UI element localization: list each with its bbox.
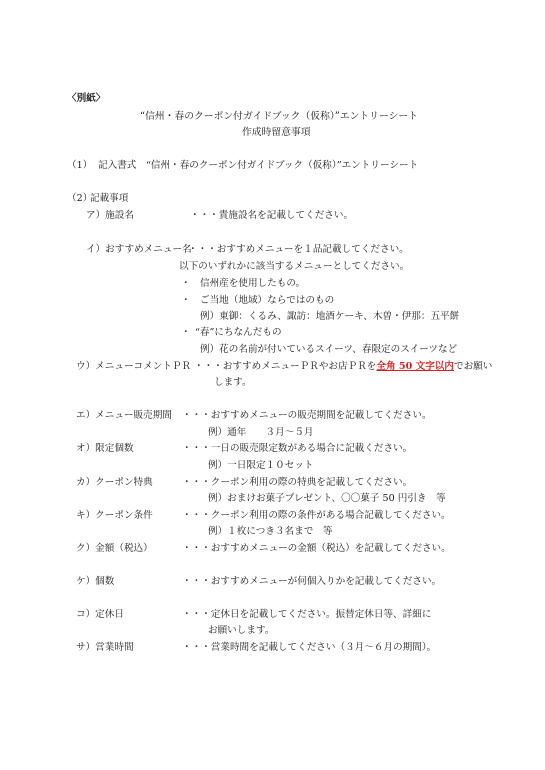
section-2-label: （2） — [67, 193, 93, 204]
item-ko-desc2: お願いします。 — [208, 625, 275, 636]
item-ko-label: コ）定休日 — [76, 609, 124, 620]
item-ka-example: 例）おまけお菓子プレゼント、〇〇菓子 50 円引き 等 — [208, 493, 446, 504]
item-ki-desc: ・・・クーポン利用の際の条件がある場合記載してください。 — [182, 510, 451, 521]
item-a-label: ア）施設名 — [86, 210, 134, 221]
item-i-bullet-2 — [181, 295, 334, 307]
item-e-label: エ）メニュー販売期間 — [76, 410, 172, 421]
item-i-example-1: 例）東御：くるみ、諏訪：地酒ケーキ、木曽・伊那：五平餅 — [200, 311, 460, 322]
section-2-title: 記載事項 — [90, 193, 129, 204]
item-i-label: イ）おすすめメニュー名 — [86, 244, 192, 255]
section-1-text: 記入書式 “信州・春のクーポン付ガイドブック（仮称）”エントリーシート — [98, 160, 419, 171]
item-o-label: オ）限定個数 — [76, 443, 134, 454]
item-o-desc: ・・・一日の販売限定数がある場合に記載ください。 — [182, 443, 413, 454]
item-ke-desc: ・・・おすすめメニューが何個入りかを記載してください。 — [182, 576, 442, 587]
bullet-text: “春”にちなんだもの — [195, 327, 282, 338]
item-ki-example: 例）１枚につき３名まで 等 — [208, 526, 333, 537]
item-i-example-2: 例）花の名前が付いているスイーツ、春限定のスイーツなど — [200, 344, 458, 355]
item-u-desc — [194, 361, 492, 373]
bullet-mark: ・ — [181, 278, 191, 289]
item-e-desc: ・・・おすすめメニューの販売期間を記載してください。 — [182, 410, 432, 421]
bullet-text: ご当地（地域）ならではのもの — [200, 295, 335, 306]
item-ko-desc: ・・・定休日を記載してください。振替定休日等、詳細に — [182, 609, 432, 620]
document-title: “信州・春のクーポン付ガイドブック（仮称）”エントリーシート — [140, 111, 418, 122]
item-ka-label: カ）クーポン特典 — [76, 477, 153, 488]
item-u-desc2: します。 — [214, 377, 252, 388]
document-subtitle: 作成時留意事項 — [242, 127, 311, 138]
item-ku-label: ク）金額（税込） — [76, 543, 153, 554]
item-sa-label: サ）営業時間 — [76, 642, 134, 653]
item-i-desc: ・・・おすすめメニューを１品記載してください。 — [188, 244, 409, 255]
item-u-desc-highlight: 全角 50 文字以内 — [376, 361, 454, 372]
item-u-label: ウ）メニューコメントＰＲ — [76, 361, 192, 372]
item-u-desc-pre: ・・・おすすめメニューＰＲやお店ＰＲを — [194, 361, 377, 372]
item-i-bullet-3 — [181, 327, 282, 339]
item-ku-desc: ・・・おすすめメニューの金額（税込）を記載してください。 — [182, 543, 451, 554]
item-a-desc: ・・・貴施設名を記載してください。 — [190, 210, 354, 221]
item-u-desc-post: でお願い — [453, 361, 493, 372]
item-sa-desc: ・・・営業時間を記載してください（３月～６月の期間）。 — [182, 642, 437, 653]
item-ka-desc: ・・・クーポン利用の際の特典を記載してください。 — [182, 477, 413, 488]
bullet-text: 信州産を使用したもの。 — [200, 278, 306, 289]
item-o-example: 例）一日限定１０セット — [208, 460, 314, 471]
item-e-example: 例）通年 ３月～５月 — [208, 427, 314, 438]
section-1-label: （1） — [67, 160, 93, 171]
attachment-label: 〈別紙〉 — [67, 93, 106, 104]
bullet-mark: ・ — [181, 327, 191, 338]
item-ki-label: キ）クーポン条件 — [76, 510, 153, 521]
item-i-desc2: 以下のいずれかに該当するメニューとしてください。 — [179, 261, 410, 272]
item-i-bullet-1 — [181, 278, 305, 290]
bullet-mark: ・ — [181, 295, 191, 306]
item-ke-label: ケ）個数 — [76, 576, 115, 587]
